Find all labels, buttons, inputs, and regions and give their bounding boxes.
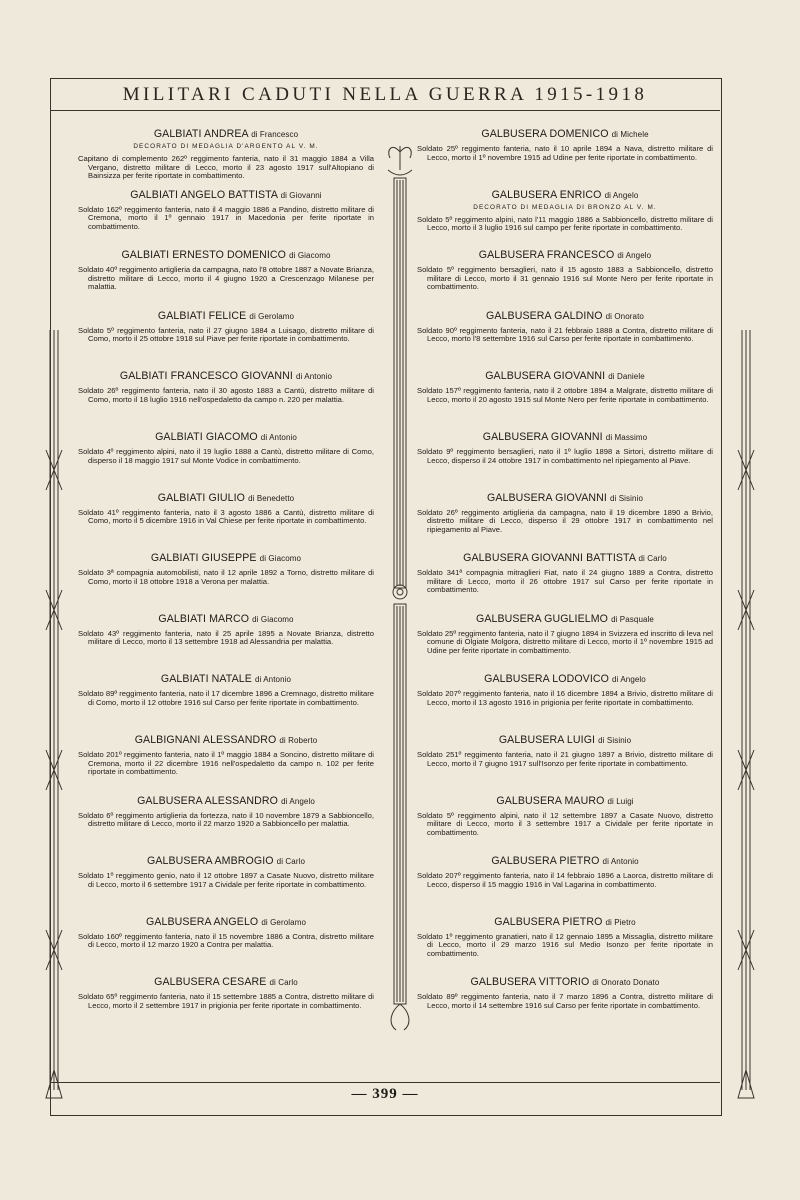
list-item <box>78 431 374 492</box>
list-item <box>417 431 713 492</box>
list-item <box>78 552 374 613</box>
soldier-description: Soldato 5º reggimento alpini, nato il 12 settembre 1897 a Casate Nuovo, distretto militare di Lecco, morto il 3 settembre 1917 a Cividale per ferite riportate in combattimento. <box>417 810 713 837</box>
soldier-description: Soldato 207º reggimento fanteria, nato il 14 febbraio 1896 a Laorca, distretto militare di Lecco, disperso il 15 maggio 1916 in Val Lagarina in combattimento. <box>417 871 713 889</box>
list-item <box>417 795 713 856</box>
soldier-name: GALBIATI FELICE di Gerolamo <box>157 309 295 322</box>
soldier-description: Soldato 26º reggimento fanteria, nato il 30 agosto 1883 a Cantù, distretto militare di Como, morto il 18 luglio 1916 nell'ospedaletto da campo n. 220 per malattia. <box>78 386 374 404</box>
soldier-name: GALBUSERA CESARE di Carlo <box>154 976 298 989</box>
soldier-name: GALBIATI NATALE di Antonio <box>160 673 292 686</box>
soldier-description: Soldato 43º reggimento fanteria, nato il 25 aprile 1895 a Novate Brianza, distretto militare di Lecco, morto il 13 settembre 1918 ad Alessandria per malattia. <box>78 628 374 647</box>
soldier-description: Soldato 5º reggimento alpini, nato l'11 maggio 1886 a Sabbioncello, distretto militare di Lecco, morto il 3 luglio 1916 sul campo per ferite riportate in combattimento. <box>417 214 713 233</box>
soldier-description: Soldato 40º reggimento artiglieria da campagna, nato l'8 ottobre 1887 a Novate Brianza, distretto militare di Lecco, morto il 4 giugno 1920 a Crescenzago Milanese per malattia. <box>78 265 374 292</box>
soldier-name: GALBIATI ANDREA di Francesco <box>153 128 299 140</box>
soldier-name: GALBUSERA AMBROGIO di Carlo <box>146 855 306 868</box>
soldier-description: Soldato 157º reggimento fanteria, nato il 2 ottobre 1894 a Malgrate, distretto militare di Lecco, morto il 20 agosto 1915 sul Monte Nero per ferite riportate in combattimento. <box>417 386 713 404</box>
soldier-name: GALBUSERA PIETRO di Antonio <box>491 855 639 868</box>
list-item <box>78 310 374 371</box>
medal-note: DECORATO DI MEDAGLIA D'ARGENTO AL V. M. <box>133 143 319 150</box>
list-item <box>78 189 374 250</box>
soldier-name: GALBUSERA GIOVANNI di Massimo <box>482 430 648 443</box>
soldier-description: Soldato 90º reggimento fanteria, nato il 21 febbraio 1888 a Contra, distretto militare di Lecco, morto l'8 settembre 1916 sul Carso per ferite riportate in combattimento. <box>417 325 713 344</box>
soldier-description: Soldato 26º reggimento artiglieria da campagna, nato il 19 dicembre 1890 a Brivio, distretto militare di Lecco, disperso il 29 ottobre 1917 in combattimento nel ripiegamento al Piave. <box>417 507 713 534</box>
soldier-name: GALBUSERA MAURO di Luigi <box>496 794 634 807</box>
list-item <box>417 492 713 553</box>
list-item <box>78 370 374 431</box>
soldier-name: GALBUSERA PIETRO di Pietro <box>494 915 636 928</box>
soldier-description: Soldato 5º reggimento fanteria, nato il 27 giugno 1884 a Luisago, distretto militare di Como, morto il 25 ottobre 1918 sul Piave per ferite riportate in combattimento. <box>78 325 374 344</box>
soldier-name: GALBIATI MARCO di Giacomo <box>158 612 294 625</box>
soldier-description: Soldato 5º reggimento bersaglieri, nato il 15 agosto 1883 a Sabbioncello, distretto militare di Lecco, morto il 31 gennaio 1916 sul Monte Nero per ferite riportate in combattimento. <box>417 265 713 292</box>
list-item <box>78 976 374 1037</box>
soldier-name: GALBIATI GIUSEPPE di Giacomo <box>150 552 302 565</box>
soldier-description: Soldato 1º reggimento genio, nato il 12 ottobre 1897 a Casate Nuovo, distretto militare di Lecco, morto il 6 settembre 1917 a Cividale per ferite riportate in combattimento. <box>78 871 374 889</box>
left-column <box>78 128 374 1037</box>
medal-note: DECORATO DI MEDAGLIA DI BRONZO AL V. M. <box>473 203 657 211</box>
list-item <box>78 916 374 977</box>
soldier-description: Soldato 3ª compagnia automobilisti, nato il 12 aprile 1892 a Torno, distretto militare di Como, morto il 18 ottobre 1918 a Verona per malattia. <box>78 568 374 586</box>
list-item <box>78 855 374 916</box>
soldier-description: Soldato 4º reggimento alpini, nato il 19 luglio 1888 a Cantù, distretto militare di Como, disperso il 18 maggio 1917 sul Monte Vodice in combattimento. <box>78 446 374 465</box>
list-item <box>78 795 374 856</box>
soldier-name: GALBUSERA GUGLIELMO di Pasquale <box>476 612 654 625</box>
list-item <box>417 128 713 189</box>
soldier-name: GALBIATI ANGELO BATTISTA di Giovanni <box>130 188 322 201</box>
list-item <box>78 249 374 310</box>
soldier-description: Soldato 9º reggimento bersaglieri, nato il 1º luglio 1898 a Sirtori, distretto militare di Lecco, disperso il 24 ottobre 1917 in combattimento nel ripiegamento al Piave. <box>417 446 713 465</box>
soldier-description: Soldato 207º reggimento fanteria, nato il 16 dicembre 1894 a Brivio, distretto militare di Lecco, morto il 13 agosto 1916 in prigionia per ferite riportate in combattimento. <box>417 689 713 707</box>
right-column <box>417 128 713 1037</box>
soldier-name: GALBIATI GIACOMO di Antonio <box>155 430 297 443</box>
soldier-name: GALBUSERA LODOVICO di Angelo <box>484 673 646 686</box>
soldier-description: Soldato 89º reggimento fanteria, nato il 7 marzo 1896 a Contra, distretto militare di Lecco, morto il 14 settembre 1916 sul Carso per ferite riportate in combattimento. <box>417 992 713 1010</box>
soldier-description: Soldato 25º reggimento fanteria, nato il 10 aprile 1894 a Nava, distretto militare di Lecco, morto il 1º novembre 1915 ad Udine per ferite riportate in combattimento. <box>417 144 713 162</box>
list-item <box>78 492 374 553</box>
list-item <box>417 370 713 431</box>
soldier-description: Soldato 251º reggimento fanteria, nato il 21 giugno 1897 a Brivio, distretto militare di Lecco, morto il 7 giugno 1917 sull'Isonzo per ferite riportate in combattimento. <box>417 749 713 768</box>
list-item <box>78 613 374 674</box>
soldier-name: GALBUSERA VITTORIO di Onorato Donato <box>470 976 660 989</box>
soldier-name: GALBIATI ERNESTO DOMENICO di Giacomo <box>121 249 331 262</box>
page-title: MILITARI CADUTI NELLA GUERRA 1915-1918 <box>122 84 648 105</box>
soldier-name: GALBUSERA ALESSANDRO di Angelo <box>137 794 315 807</box>
fasces-ornament-left <box>40 330 70 1100</box>
soldier-name: GALBIATI GIULIO di Benedetto <box>157 491 295 504</box>
soldier-name: GALBUSERA GIOVANNI di Daniele <box>485 370 645 383</box>
soldier-name: GALBUSERA ANGELO di Gerolamo <box>145 915 307 928</box>
list-item <box>417 916 713 977</box>
soldier-description: Soldato 41º reggimento fanteria, nato il 3 agosto 1886 a Cantù, distretto militare di Como, morto il 5 dicembre 1916 in Val Chiese per ferite riportate in combattimento. <box>78 507 374 526</box>
list-item <box>417 310 713 371</box>
fasces-ornament-right <box>730 330 760 1100</box>
page-number: — 399 — <box>351 1086 419 1102</box>
list-item <box>417 855 713 916</box>
soldier-name: GALBIATI FRANCESCO GIOVANNI di Antonio <box>119 370 333 383</box>
soldier-name: GALBUSERA LUIGI di Sisinio <box>498 733 632 746</box>
soldier-name: GALBUSERA GIOVANNI di Sisinio <box>487 491 643 504</box>
list-item <box>78 734 374 795</box>
soldier-name: GALBUSERA FRANCESCO di Angelo <box>478 249 652 262</box>
list-item <box>417 552 713 613</box>
soldier-name: GALBUSERA GIOVANNI BATTISTA di Carlo <box>463 552 667 565</box>
list-item <box>417 976 713 1037</box>
soldier-name: GALBUSERA ENRICO di Angelo <box>491 188 639 201</box>
list-item <box>78 673 374 734</box>
header-rule <box>50 110 720 111</box>
fasces-ornament-center <box>382 140 418 1040</box>
soldier-name: GALBUSERA DOMENICO di Michele <box>481 128 649 140</box>
list-item <box>78 128 374 189</box>
soldier-description: Soldato 89º reggimento fanteria, nato il 17 dicembre 1896 a Cremnago, distretto militare di Como, morto il 12 ottobre 1916 sul Carso per ferite riportate in combattimento. <box>78 689 374 707</box>
soldier-description: Soldato 162º reggimento fanteria, nato il 4 maggio 1886 a Pandino, distretto militare di Cremona, morto il 1º gennaio 1917 in Macedonia per ferite riportate in combattimento. <box>78 204 374 231</box>
list-item <box>417 734 713 795</box>
soldier-description: Soldato 341ª compagnia mitraglieri Fiat, nato il 24 giugno 1889 a Contra, distretto militare di Lecco, morto il 26 ottobre 1917 sul Carso per ferite riportate in combattimento. <box>417 568 713 595</box>
soldier-name: GALBUSERA GALDINO di Onorato <box>486 309 644 322</box>
list-item <box>417 613 713 674</box>
list-item <box>417 189 713 250</box>
soldier-description: Soldato 65º reggimento fanteria, nato il 15 settembre 1885 a Contra, distretto militare di Lecco, morto il 2 settembre 1917 in prigionia per ferite riportate in combattimento. <box>78 992 374 1010</box>
soldier-description: Soldato 25º reggimento fanteria, nato il 7 giugno 1894 in Svizzera ed inscritto di leva nel comune di Olgiate Molgora, distretto militare di Lecco, morto il 1º novembre 1915 ad Udine per ferite riportate in combattimento. <box>417 628 713 655</box>
soldier-description: Soldato 1º reggimento granatieri, nato il 12 gennaio 1895 a Missaglia, distretto militare di Lecco, morto il 29 marzo 1916 sul Medio Isonzo per ferite riportate in combattimento. <box>417 931 713 958</box>
soldier-description: Soldato 6º reggimento artiglieria da fortezza, nato il 10 novembre 1879 a Sabbioncello, distretto militare di Lecco, morto il 22 marzo 1920 a Sabbioncello per malattia. <box>78 810 374 829</box>
list-item <box>417 249 713 310</box>
list-item <box>417 673 713 734</box>
soldier-description: Soldato 160º reggimento fanteria, nato il 15 novembre 1886 a Contra, distretto militare di Lecco, morto il 12 marzo 1920 a Contra per malattia. <box>78 931 374 950</box>
soldier-name: GALBIGNANI ALESSANDRO di Roberto <box>134 733 318 746</box>
footer-rule <box>50 1082 720 1083</box>
soldier-description: Capitano di complemento 262º reggimento fanteria, nato il 31 maggio 1884 a Villa Vergano, distretto militare di Lecco, morto il 23 agosto 1917 sull'Altopiano di Bainsizza per ferite riportate in combattimento. <box>78 154 374 181</box>
soldier-description: Soldato 201º reggimento fanteria, nato il 1º maggio 1884 a Soncino, distretto militare di Cremona, morto il 22 dicembre 1916 nell'ospedaletto da campo n. 102 per ferite riportate in combattimento. <box>78 749 374 777</box>
